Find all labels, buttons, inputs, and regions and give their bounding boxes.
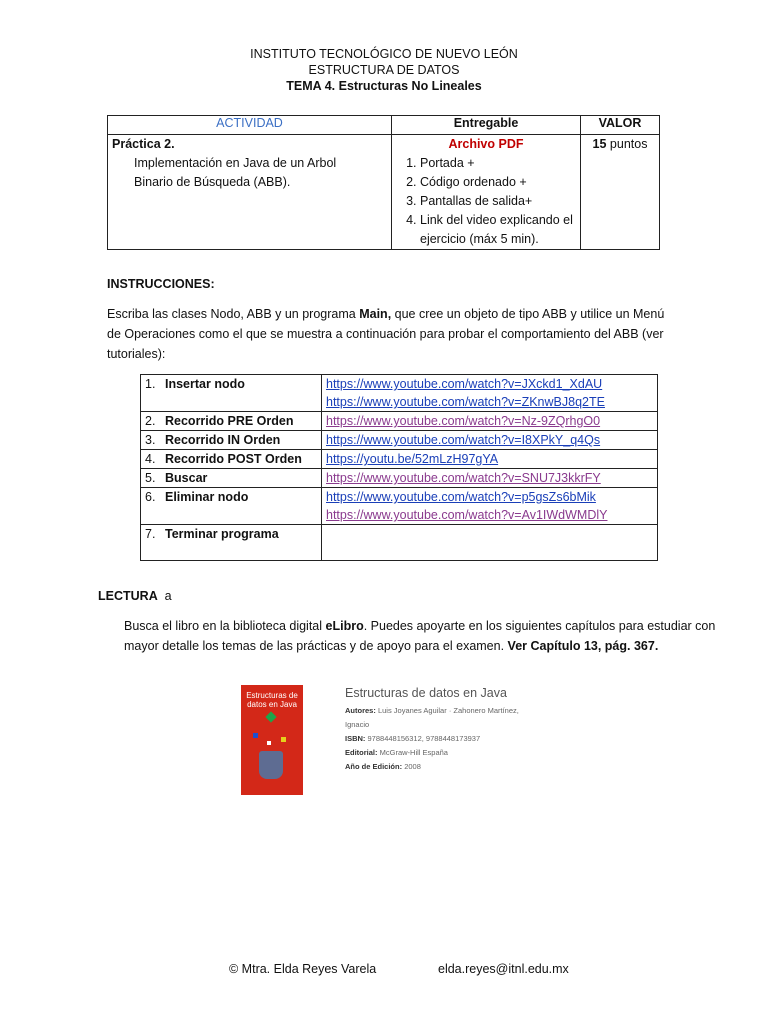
tutorial-link[interactable]: https://youtu.be/52mLzH97gYA	[326, 452, 499, 466]
tutorial-link[interactable]: https://www.youtube.com/watch?v=Av1IWdWMDlY	[326, 508, 608, 522]
tutorial-link[interactable]: https://www.youtube.com/watch?v=JXckd1_XdAU	[326, 377, 603, 391]
table-row	[141, 375, 658, 412]
activity-cell	[108, 135, 392, 250]
deliverable-item: 4. Link del video explicando el ejercicio (máx 5 min).	[420, 211, 576, 249]
chapter-reference: Ver Capítulo 13, pág. 367.	[507, 639, 659, 653]
book-title: Estructuras de datos en Java	[345, 686, 507, 700]
menu-option-buscar	[141, 469, 322, 488]
document-header	[0, 46, 768, 94]
menu-option-inorden	[141, 431, 322, 450]
book-publisher: Editorial: McGraw-Hill España	[345, 748, 448, 757]
table-row	[141, 488, 658, 525]
option-number: 5.	[145, 471, 156, 485]
institute-name: INSTITUTO TECNOLÓGICO DE NUEVO LEÓN	[250, 47, 518, 61]
activity-table	[107, 115, 660, 250]
value-number: 15	[592, 137, 607, 151]
option-number: 4.	[145, 452, 156, 466]
lectura-heading-line	[98, 589, 172, 603]
table-row	[141, 431, 658, 450]
lectura-suffix: a	[164, 589, 172, 603]
instructions-paragraph	[107, 304, 667, 364]
table-row	[141, 412, 658, 431]
option-label: Recorrido IN Orden	[165, 433, 281, 447]
lectura-paragraph	[124, 616, 724, 656]
practice-desc-line1: Implementación en Java de un Arbol	[134, 156, 337, 170]
links-cell	[322, 412, 658, 431]
lectura-text-2: . Puedes apoyarte en los siguientes capítulos para estudiar con mayor detalle los temas de las prácticas y de apoyo para el examen.	[124, 619, 716, 653]
option-number: 7.	[145, 527, 156, 541]
course-name: ESTRUCTURA DE DATOS	[308, 63, 460, 77]
operations-menu-table	[140, 374, 658, 561]
table-row	[141, 469, 658, 488]
menu-option-eliminar	[141, 488, 322, 525]
option-label: Recorrido POST Orden	[165, 452, 302, 466]
option-label: Recorrido PRE Orden	[165, 414, 294, 428]
value-unit: puntos	[609, 137, 648, 151]
links-cell	[322, 431, 658, 450]
cube-yellow-icon	[281, 737, 286, 742]
links-cell	[322, 450, 658, 469]
tutorial-link[interactable]: https://www.youtube.com/watch?v=I8XPkY_q4Qs	[326, 433, 601, 447]
tutorial-link[interactable]: https://www.youtube.com/watch?v=Nz-9ZQrhgO0	[326, 414, 601, 428]
practice-title: Práctica 2.	[112, 137, 175, 151]
option-label: Buscar	[165, 471, 208, 485]
links-cell	[322, 469, 658, 488]
book-isbn: ISBN: 9788448156312, 9788448173937	[345, 734, 481, 743]
deliverables-list	[396, 154, 576, 249]
option-number: 1.	[145, 377, 156, 391]
topic-title: TEMA 4. Estructuras No Lineales	[286, 79, 482, 93]
tutorial-link[interactable]: https://www.youtube.com/watch?v=SNU7J3kkrFY	[326, 471, 601, 485]
deliverable-cell	[392, 135, 581, 250]
deliverable-item: 2. Código ordenado +	[420, 173, 576, 192]
instructions-bold-main: Main,	[359, 307, 392, 321]
option-label: Eliminar nodo	[165, 490, 249, 504]
col-header-valor: VALOR	[581, 116, 660, 135]
menu-option-preorden	[141, 412, 322, 431]
menu-option-insertar	[141, 375, 322, 412]
links-cell	[322, 525, 658, 561]
deliverable-item: 3. Pantallas de salida+	[420, 192, 576, 211]
tutorial-link[interactable]: https://www.youtube.com/watch?v=p5gsZs6bMik	[326, 490, 596, 504]
footer-author: © Mtra. Elda Reyes Varela	[229, 962, 377, 976]
cube-blue-icon	[253, 733, 258, 738]
book-authors: Autores: Luis Joyanes Aguilar · Zahonero Martínez, Ignacio	[345, 706, 519, 729]
deliverable-item: 1. Portada +	[420, 154, 576, 173]
instructions-text-1: Escriba las clases Nodo, ABB y un programa	[107, 307, 360, 321]
instructions-text-2: que cree un objeto de tipo ABB y utilice un Menú de Operaciones como el que se muestra a continuación para probar el comportamiento del ABB (ver tutoriales):	[107, 307, 665, 361]
lectura-heading: LECTURA	[98, 589, 158, 603]
book-cover-image	[241, 685, 303, 795]
deliverable-title: Archivo PDF	[448, 137, 524, 151]
cube-white-icon	[267, 741, 271, 745]
book-cover-title: Estructuras de datos en Java	[246, 691, 298, 709]
option-number: 3.	[145, 433, 156, 447]
option-number: 2.	[145, 414, 156, 428]
lectura-text-1: Busca el libro en la biblioteca digital	[124, 619, 326, 633]
option-number: 6.	[145, 490, 156, 504]
option-label: Terminar programa	[165, 527, 279, 541]
value-cell	[581, 135, 660, 250]
col-header-entregable: Entregable	[392, 116, 581, 135]
col-header-actividad: ACTIVIDAD	[108, 116, 392, 135]
book-info	[345, 686, 545, 771]
links-cell	[322, 375, 658, 412]
elibro-bold: eLibro	[325, 619, 364, 633]
coffee-cup-icon	[259, 751, 283, 779]
book-year: Año de Edición: 2008	[345, 762, 421, 771]
table-row	[141, 450, 658, 469]
option-label: Insertar nodo	[165, 377, 245, 391]
menu-option-postorden	[141, 450, 322, 469]
table-row	[141, 525, 658, 561]
tutorial-link[interactable]: https://www.youtube.com/watch?v=ZKnwBJ8q2TE	[326, 395, 605, 409]
instructions-heading: INSTRUCCIONES:	[107, 277, 215, 291]
footer-email: elda.reyes@itnl.edu.mx	[438, 962, 569, 976]
menu-option-terminar	[141, 525, 322, 561]
gem-icon	[265, 711, 276, 722]
links-cell	[322, 488, 658, 525]
practice-desc-line2: Binario de Búsqueda (ABB).	[134, 175, 291, 189]
